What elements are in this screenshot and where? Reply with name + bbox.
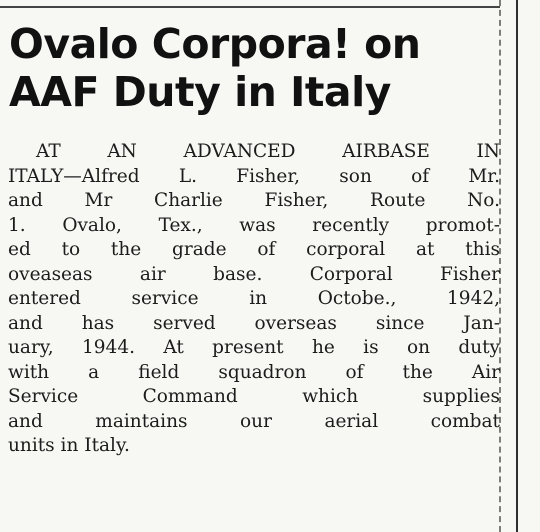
body-line: AT AN ADVANCED AIRBASE IN [36, 141, 500, 162]
body-line: Service Command which supplies [8, 386, 500, 407]
body-line: uary, 1944. At present he is on duty [8, 337, 500, 358]
body-line: and Mr Charlie Fisher, Route No. [8, 190, 500, 211]
body-line: with a field squadron of the Air [8, 361, 500, 383]
headline [9, 20, 479, 116]
body-line: and has served overseas since Jan- [8, 312, 500, 334]
top-rule [0, 6, 500, 8]
headline-line: Ovalo Corpora! on [9, 20, 421, 68]
body-line: and maintains our aerial combat [8, 410, 500, 432]
body-line: 1. Ovalo, Tex., was recently promot- [8, 214, 500, 236]
headline-line: AAF Duty in Italy [9, 68, 391, 116]
body-line: entered service in Octobe., 1942, [8, 288, 500, 309]
article-body [8, 140, 500, 459]
body-line: ed to the grade of corporal at this [8, 239, 500, 260]
column-rule [516, 0, 518, 532]
body-line: oveaseas air base. Corporal Fisher [8, 263, 500, 285]
body-line: ITALY—Alfred L. Fisher, son of Mr. [8, 165, 500, 187]
body-line: units in Italy. [8, 435, 130, 456]
